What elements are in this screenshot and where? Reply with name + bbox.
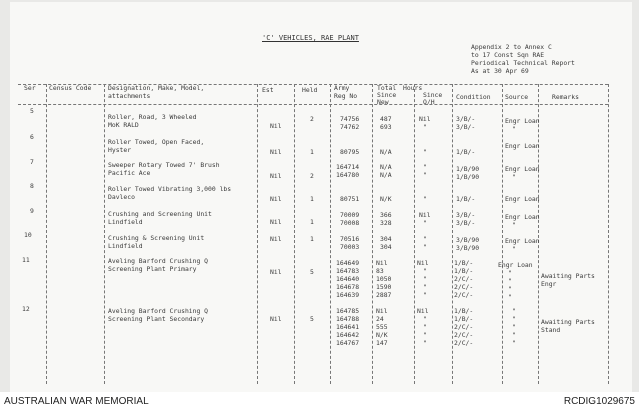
col-divider [414, 84, 415, 384]
cell-condition: 3/B/- [456, 115, 476, 123]
cell-total: 1050 [376, 275, 392, 283]
cell-condition: 3/B/90 [456, 236, 480, 244]
table-header-rule [18, 104, 608, 105]
appendix-line-1: Appendix 2 to Annex C [471, 43, 552, 51]
cell-total: N/A [380, 171, 392, 179]
cell-held: 1 [310, 148, 314, 156]
footer-identifier: RCDIG1029675 [563, 396, 635, 407]
cell-est: Nil [270, 195, 282, 203]
cell-designation: Crushing and Screening Unit [108, 210, 212, 218]
header-census-code: Census Code [49, 84, 92, 92]
cell-reg: 164649 [336, 259, 360, 267]
cell-reg: 164641 [336, 323, 360, 331]
cell-est: Nil [270, 148, 282, 156]
cell-total: 147 [376, 339, 388, 347]
header-total: Total [377, 84, 397, 92]
cell-total: 693 [380, 123, 392, 131]
cell-source: Engr Loan [505, 142, 540, 150]
cell-total: Nil [376, 307, 388, 315]
cell-condition: 2/C/- [454, 331, 474, 339]
cell-designation-2: Davleco [108, 193, 135, 201]
cell-source: Engr Loan [505, 117, 540, 125]
cell-condition: 2/C/- [454, 291, 474, 299]
cell-est: Nil [270, 218, 282, 226]
header-held: Held [302, 86, 318, 94]
cell-total: 1590 [376, 283, 392, 291]
cell-total: 487 [380, 115, 392, 123]
cell-source: Engr Loan [505, 237, 540, 245]
cell-reg: 70516 [340, 235, 360, 243]
cell-total: 83 [376, 267, 384, 275]
cell-source: Engr Loan [505, 195, 540, 203]
header-est: Est [262, 86, 274, 94]
col-divider [502, 84, 503, 384]
cell-total: 366 [380, 211, 392, 219]
cell-designation-2: Screening Plant Primary [108, 265, 197, 273]
cell-source: " [512, 323, 516, 331]
cell-condition: 2/C/- [454, 339, 474, 347]
cell-held: 1 [310, 195, 314, 203]
cell-reg: 164767 [336, 339, 360, 347]
cell-total: 555 [376, 323, 388, 331]
cell-designation-2: Lindfield [108, 218, 143, 226]
cell-condition: 1/B/- [456, 195, 476, 203]
cell-designation-2: Pacific Ace [108, 169, 151, 177]
cell-ser: 8 [30, 182, 34, 190]
header-source: Source [505, 93, 529, 101]
footer-bar [0, 392, 639, 411]
cell-total: N/K [380, 195, 392, 203]
page-title: 'C' VEHICLES, RAE PLANT [262, 34, 359, 42]
cell-total: N/K [376, 331, 388, 339]
cell-total: 2887 [376, 291, 392, 299]
cell-hours: " [423, 219, 427, 227]
cell-designation-2: MoK RALD [108, 121, 139, 129]
cell-hours: Nil [419, 211, 431, 219]
cell-ser: 9 [30, 207, 34, 215]
cell-held: 2 [310, 172, 314, 180]
cell-reg: 70009 [340, 211, 360, 219]
cell-designation: Roller, Road, 3 Wheeled [108, 113, 197, 121]
cell-condition: 1/B/- [454, 267, 474, 275]
cell-source: Engr Loan [498, 261, 533, 269]
cell-total: N/A [380, 163, 392, 171]
cell-hours: " [423, 163, 427, 171]
cell-condition: 1/B/- [456, 148, 476, 156]
cell-ser: 11 [22, 256, 30, 264]
cell-est: Nil [270, 235, 282, 243]
header-ser: Ser [24, 84, 36, 92]
cell-est: Nil [270, 172, 282, 180]
cell-designation-2: Hyster [108, 146, 132, 154]
table-top-rule [18, 84, 608, 85]
cell-ser: 5 [30, 107, 34, 115]
cell-reg: 164788 [336, 315, 360, 323]
cell-total: Nil [376, 259, 388, 267]
cell-source: " [508, 293, 512, 301]
cell-total: 304 [380, 235, 392, 243]
cell-total: 304 [380, 243, 392, 251]
cell-reg: 70008 [340, 219, 360, 227]
cell-designation: Roller Towed Vibrating 3,000 lbs [108, 185, 232, 193]
cell-source: " [512, 245, 516, 253]
cell-source: " [512, 331, 516, 339]
cell-hours: " [423, 275, 427, 283]
cell-condition: 1/B/- [454, 315, 474, 323]
cell-hours: " [423, 283, 427, 291]
cell-condition: 1/B/- [454, 259, 474, 267]
cell-remarks: Awaiting Parts Stand [541, 318, 595, 334]
cell-condition: 2/C/- [454, 275, 474, 283]
cell-source: " [512, 315, 516, 323]
cell-hours: " [423, 235, 427, 243]
cell-held: 1 [310, 235, 314, 243]
col-divider [330, 84, 331, 384]
cell-source: " [512, 307, 516, 315]
appendix-line-4: As at 30 Apr 69 [471, 67, 529, 75]
cell-ser: 12 [22, 305, 30, 313]
cell-held: 5 [310, 268, 314, 276]
cell-remarks: Awaiting Parts Engr [541, 272, 595, 288]
cell-hours: " [423, 171, 427, 179]
cell-hours: " [423, 243, 427, 251]
cell-source: " [512, 173, 516, 181]
cell-reg: 164780 [336, 171, 360, 179]
cell-ser: 6 [30, 133, 34, 141]
cell-designation: Crushing & Screening Unit [108, 234, 205, 242]
header-since: Since [377, 91, 397, 99]
cell-source: " [508, 285, 512, 293]
cell-hours: Nil [419, 115, 431, 123]
cell-source: " [512, 125, 516, 133]
cell-source: Engr Loan [505, 213, 540, 221]
header-designation-2: attachments [108, 92, 151, 100]
cell-total: N/A [380, 148, 392, 156]
footer-source: AUSTRALIAN WAR MEMORIAL [4, 396, 149, 407]
cell-hours: " [423, 267, 427, 275]
header-army: Army [334, 84, 350, 92]
cell-designation: Aveling Barford Crushing Q [108, 257, 209, 265]
cell-designation: Roller Towed, Open Faced, [108, 138, 205, 146]
cell-total: 328 [380, 219, 392, 227]
header-condition: Condition [456, 93, 491, 101]
col-divider [257, 84, 258, 384]
cell-reg: 164714 [336, 163, 360, 171]
col-divider [538, 84, 539, 384]
cell-reg: 164785 [336, 307, 360, 315]
cell-reg: 80751 [340, 195, 360, 203]
cell-source: " [512, 339, 516, 347]
cell-hours: " [423, 123, 427, 131]
col-divider [372, 84, 373, 384]
cell-condition: 3/B/- [456, 219, 476, 227]
cell-reg: 164678 [336, 283, 360, 291]
cell-condition: 3/B/- [456, 123, 476, 131]
appendix-line-2: to 17 Const Sqn RAE [471, 51, 545, 59]
cell-ser: 10 [24, 231, 32, 239]
cell-held: 2 [310, 115, 314, 123]
cell-held: 1 [310, 218, 314, 226]
cell-hours: " [423, 323, 427, 331]
cell-condition: 3/B/90 [456, 244, 480, 252]
cell-source: " [508, 269, 512, 277]
header-hours: Hours [403, 84, 423, 92]
cell-designation-2: Lindfield [108, 242, 143, 250]
col-divider [104, 84, 105, 384]
cell-hours: " [423, 339, 427, 347]
cell-reg: 164639 [336, 291, 360, 299]
cell-total: 24 [376, 315, 384, 323]
cell-est: Nil [270, 268, 282, 276]
cell-hours: Nil [417, 259, 429, 267]
header-new: New [377, 98, 389, 106]
header-remarks: Remarks [552, 93, 579, 101]
col-divider [608, 84, 609, 384]
cell-hours: " [423, 315, 427, 323]
cell-source: " [512, 221, 516, 229]
cell-condition: 1/B/- [454, 307, 474, 315]
cell-hours: Nil [417, 307, 429, 315]
cell-reg: 74756 [340, 115, 360, 123]
cell-condition: 2/C/- [454, 283, 474, 291]
cell-reg: 164640 [336, 275, 360, 283]
cell-hours: " [423, 331, 427, 339]
cell-designation-2: Screening Plant Secondary [108, 315, 205, 323]
header-designation: Designation, Make, Model, [108, 84, 205, 92]
cell-condition: 1/B/90 [456, 165, 480, 173]
header-hours-since: Since [423, 91, 443, 99]
header-oh: O/H [423, 98, 435, 106]
cell-condition: 3/B/- [456, 211, 476, 219]
cell-source: " [508, 277, 512, 285]
col-divider [452, 84, 453, 384]
cell-reg: 164783 [336, 267, 360, 275]
cell-hours: " [423, 148, 427, 156]
cell-source: Engr Loan [505, 165, 540, 173]
cell-reg: 70003 [340, 243, 360, 251]
cell-reg: 80795 [340, 148, 360, 156]
header-reg-no: Reg No [334, 92, 358, 100]
cell-condition: 1/B/90 [456, 173, 480, 181]
cell-reg: 164642 [336, 331, 360, 339]
appendix-line-3: Periodical Technical Report [471, 59, 575, 67]
col-divider [294, 84, 295, 384]
cell-designation: Sweeper Rotary Towed 7' Brush [108, 161, 220, 169]
cell-reg: 74762 [340, 123, 360, 131]
cell-hours: " [423, 291, 427, 299]
cell-hours: " [423, 195, 427, 203]
col-divider [46, 84, 47, 384]
cell-est: Nil [270, 315, 282, 323]
cell-condition: 2/C/- [454, 323, 474, 331]
cell-designation: Aveling Barford Crushing Q [108, 307, 209, 315]
cell-est: Nil [270, 122, 282, 130]
cell-held: 5 [310, 315, 314, 323]
cell-ser: 7 [30, 158, 34, 166]
